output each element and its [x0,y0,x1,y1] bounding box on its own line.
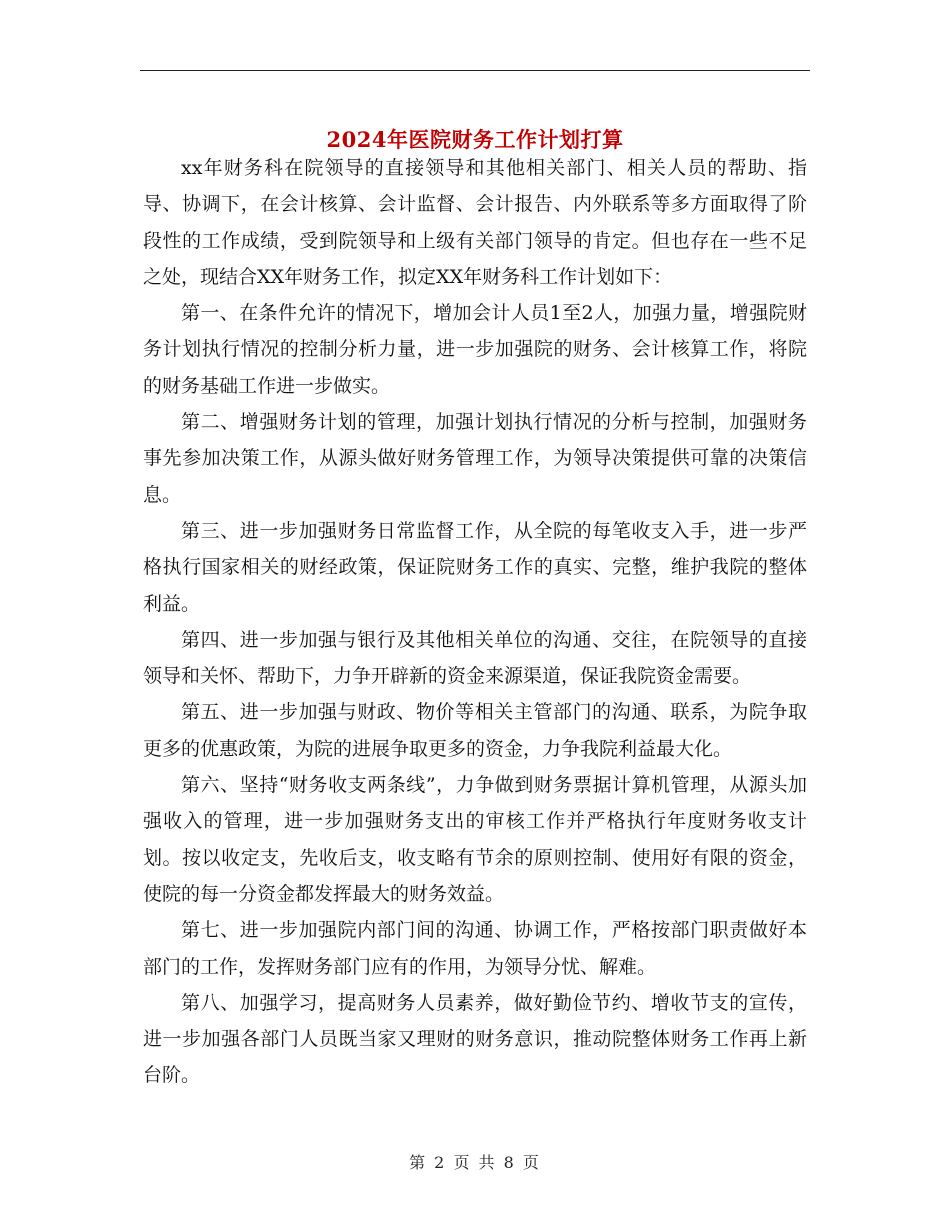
document-title: 2024年医院财务工作计划打算 [326,127,624,153]
paragraph-item-6: 第六、坚持“财务收支两条线”，力争做到财务票据计算机管理，从源头加强收入的管理，进一步加强财务支出的审核工作并严格执行年度财务收支计划。按以收定支，先收后支，收支略有节余的原则控制、使用好有限的资金，使院的每一分资金都发挥最大的财务效益。 [143,774,807,905]
document-body [143,150,807,1094]
paragraph-item-3: 第三、进一步加强财务日常监督工作，从全院的每笔收支入手，进一步严格执行国家相关的财经政策，保证院财务工作的真实、完整，维护我院的整体利益。 [143,519,807,615]
paragraph-item-4: 第四、进一步加强与银行及其他相关单位的沟通、交往，在院领导的直接领导和关怀、帮助下，力争开辟新的资金来源渠道，保证我院资金需要。 [143,628,807,688]
paragraph-item-2: 第二、增强财务计划的管理，加强计划执行情况的分析与控制，加强财务事先参加决策工作，从源头做好财务管理工作，为领导决策提供可靠的决策信息。 [143,411,807,506]
header-rule [140,70,810,71]
page-number-footer: 第 2 页 共 8 页 [409,1153,541,1172]
paragraph-item-5: 第五、进一步加强与财政、物价等相关主管部门的沟通、联系，为院争取更多的优惠政策，为院的进展争取更多的资金，力争我院利益最大化。 [143,701,807,760]
paragraph-intro: xx年财务科在院领导的直接领导和其他相关部门、相关人员的帮助、指导、协调下，在会计核算、会计监督、会计报告、内外联系等多方面取得了阶段性的工作成绩，受到院领导和上级有关部门领导的肯定。但也存在一些不足之处，现结合XX年财务工作，拟定XX年财务科工作计划如下： [143,157,807,288]
paragraph-item-8: 第八、加强学习，提高财务人员素养，做好勤俭节约、增收节支的宣传，进一步加强各部门人员既当家又理财的财务意识，推动院整体财务工作再上新台阶。 [143,991,807,1087]
paragraph-item-7: 第七、进一步加强院内部门间的沟通、协调工作，严格按部门职责做好本部门的工作，发挥财务部门应有的作用，为领导分忧、解难。 [143,919,807,978]
paragraph-item-1: 第一、在条件允许的情况下，增加会计人员1至2人，加强力量，增强院财务计划执行情况的控制分析力量，进一步加强院的财务、会计核算工作，将院的财务基础工作进一步做实。 [143,302,807,397]
